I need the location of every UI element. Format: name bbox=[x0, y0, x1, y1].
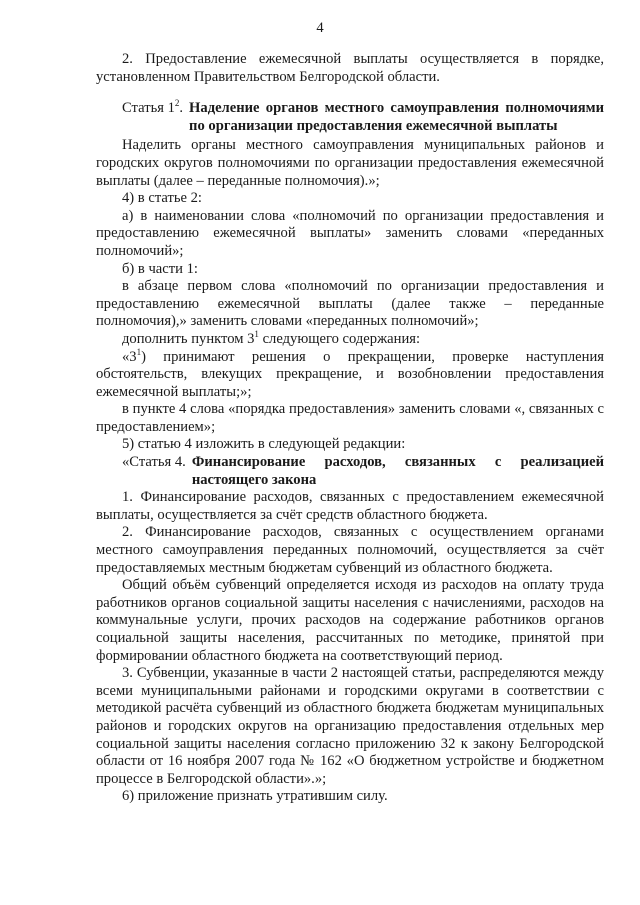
paragraph-point-4: в пункте 4 слова «порядка предоставления» заменить словами «, связанных с предоставлением»; bbox=[96, 401, 604, 435]
article-1-2-title: Наделение органов местного самоуправления полномочиями по организации предоставления ежемесячной выплаты bbox=[189, 100, 604, 134]
paragraph-delegation: Наделить органы местного самоуправления муниципальных районов и городских округов полномочиями по организации предоставления ежемесячной выплаты (далее – переданные полномочия).»; bbox=[96, 137, 604, 189]
paragraph-first-abzac: в абзаце первом слова «полномочий по организации предоставления и предоставлению ежемесячной выплаты (далее также – переданные полномочия),» заменить словами «переданных полномочий»; bbox=[96, 278, 604, 330]
page-number: 4 bbox=[316, 20, 324, 36]
article-4-label: «Статья 4. bbox=[122, 454, 186, 471]
paragraph-add-point: дополнить пунктом $3^1$ следующего содержания: bbox=[122, 329, 421, 347]
paragraph-subvention-distribution: 3. Субвенции, указанные в части 2 настоящей статьи, распределяются между всеми муниципальными районами и городскими округами в соответствии с методикой расчёта субвенций из областного бюджета бюджетам муниципальных районов и городских округов на организацию предоставления отдельных мер социальной защиты населения согласно приложению 32 к закону Белгородской области от 16 ноября 2007 года № 162 «О бюджетном устройстве и бюджетном процессе в Белгородской области».»; bbox=[96, 665, 604, 787]
paragraph-item-6: 6) приложение признать утратившим силу. bbox=[122, 788, 388, 805]
paragraph-item-4: 4) в статье 2: bbox=[122, 190, 202, 207]
paragraph-financing-1: 1. Финансирование расходов, связанных с предоставлением ежемесячной выплаты, осуществляется за счёт средств областного бюджета. bbox=[96, 489, 604, 523]
article-4-heading bbox=[96, 454, 604, 489]
paragraph-item-4b: б) в части 1: bbox=[122, 260, 198, 277]
article-4-title: Финансирование расходов, связанных с реализацией настоящего закона bbox=[191, 454, 604, 488]
document-body bbox=[96, 51, 604, 806]
paragraph-item-5: 5) статью 4 изложить в следующей редакции: bbox=[122, 436, 406, 453]
article-1-2-label: Статья $1^2$. bbox=[122, 98, 184, 117]
article-1-2-heading bbox=[96, 100, 604, 135]
paragraph-item-4a: а) в наименовании слова «полномочий по организации предоставления и предоставлению ежемесячной выплаты» заменить словами «переданных полномочий»; bbox=[96, 207, 604, 259]
paragraph-procedure: 2. Предоставление ежемесячной выплаты осуществляется в порядке, установленном Правительством Белгородской области. bbox=[96, 51, 604, 85]
paragraph-point-3-1: «$3^1$) принимают решения о прекращении, проверке наступления обстоятельств, влекущих прекращение, и возобновлении предоставления ежемесячной выплаты;»; bbox=[96, 346, 604, 400]
paragraph-subvention-volume: Общий объём субвенций определяется исходя из расходов на оплату труда работников органов социальной защиты населения с начислениями, расходов на коммунальные услуги, прочих расходов на содержание работников органов социальной защиты населения, рассчитанных по методике, принятой при формировании областного бюджета на соответствующий период. bbox=[96, 577, 604, 664]
paragraph-financing-2: 2. Финансирование расходов, связанных с осуществлением органами местного самоуправления переданных полномочий, осуществляется за счёт предоставляемых местным бюджетам субвенций из областного бюджета. bbox=[96, 524, 604, 576]
